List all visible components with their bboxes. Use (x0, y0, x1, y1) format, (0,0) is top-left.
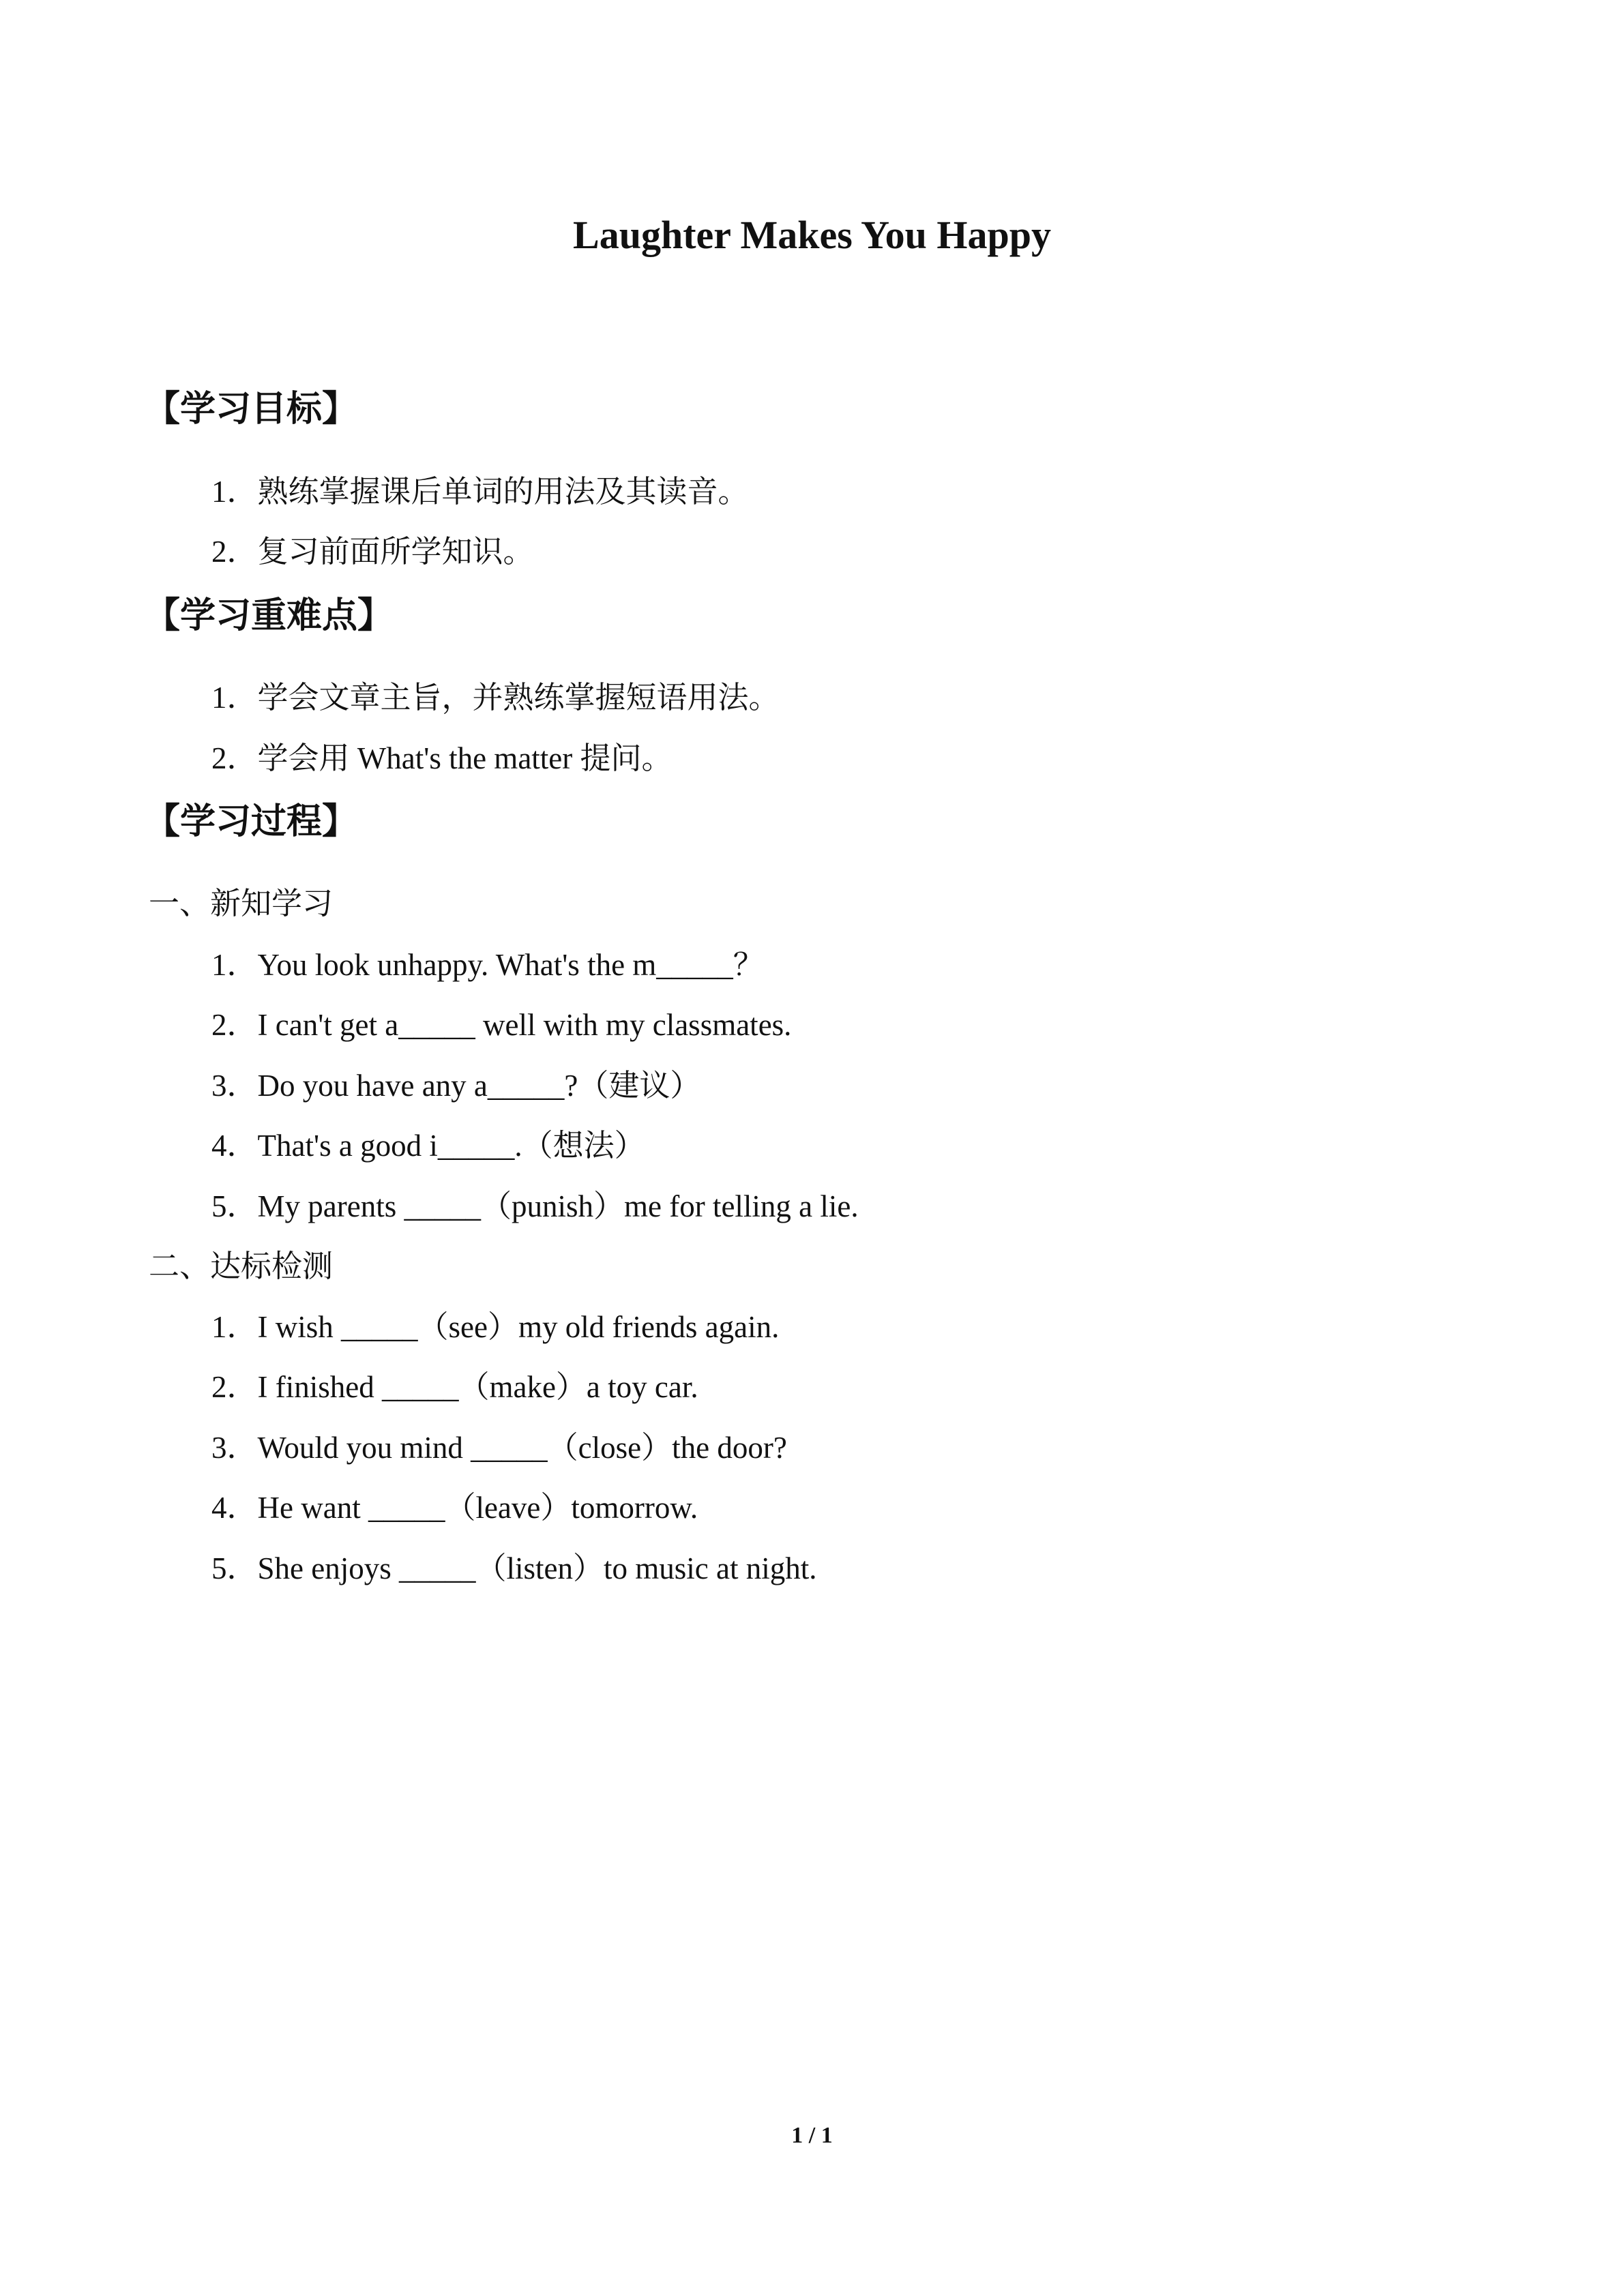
item-number: 2． (211, 535, 258, 569)
new-knowledge-item-1 (211, 944, 764, 986)
item-text: That's a good i_____.（想法） (257, 1129, 645, 1163)
item-text: I wish _____（see）my old friends again. (257, 1310, 780, 1344)
item-text: 学会用 What's the matter 提问。 (257, 741, 673, 775)
item-text: I can't get a_____ well with my classmates. (257, 1008, 792, 1042)
item-number: 4． (211, 1491, 258, 1525)
item-text: Do you have any a_____?（建议） (257, 1069, 701, 1103)
item-number: 1． (211, 948, 258, 982)
new-knowledge-item-5 (211, 1185, 859, 1227)
goals-item-2 (211, 531, 534, 573)
item-text: 学会文章主旨，并熟练掌握短语用法。 (257, 681, 780, 715)
item-text: You look unhappy. What's the m_____？ (257, 948, 764, 982)
item-text: My parents _____（punish）me for telling a lie. (257, 1189, 859, 1223)
item-text: 复习前面所学知识。 (257, 535, 534, 569)
item-text: Would you mind _____（close）the door? (257, 1431, 787, 1465)
item-number: 3． (211, 1069, 258, 1103)
subsection-heading-new-knowledge: 一、新知学习 (149, 886, 334, 921)
new-knowledge-item-3 (211, 1064, 700, 1107)
goals-item-1 (211, 471, 749, 513)
item-number: 3． (211, 1431, 258, 1465)
item-number: 1． (211, 681, 258, 715)
item-text: She enjoys _____（listen）to music at night. (257, 1551, 817, 1585)
item-number: 5． (211, 1189, 258, 1223)
assessment-item-2 (211, 1366, 698, 1408)
item-number: 1． (211, 1310, 258, 1344)
item-text: He want _____（leave）tomorrow. (257, 1491, 698, 1525)
key-points-item-2 (211, 737, 673, 779)
key-points-item-1 (211, 676, 780, 719)
new-knowledge-item-2 (211, 1004, 791, 1046)
assessment-item-4 (211, 1487, 698, 1529)
document-title: Laughter Makes You Happy (573, 213, 1051, 257)
item-number: 2． (211, 1370, 258, 1404)
item-number: 4． (211, 1129, 258, 1163)
item-number: 2． (211, 1008, 258, 1042)
item-number: 2． (211, 741, 258, 775)
assessment-item-3 (211, 1427, 787, 1469)
assessment-item-1 (211, 1306, 779, 1348)
section-heading-process: 【学习过程】 (145, 801, 358, 842)
new-knowledge-item-4 (211, 1124, 645, 1167)
subsection-heading-assessment: 二、达标检测 (149, 1249, 334, 1283)
item-text: 熟练掌握课后单词的用法及其读音。 (257, 475, 749, 509)
page-number: 1 / 1 (791, 2123, 833, 2148)
section-heading-key-points: 【学习重难点】 (145, 595, 394, 636)
section-heading-goals: 【学习目标】 (145, 389, 358, 430)
assessment-item-5 (211, 1547, 816, 1590)
item-number: 1． (211, 475, 258, 509)
item-number: 5． (211, 1551, 258, 1585)
item-text: I finished _____（make）a toy car. (257, 1370, 698, 1404)
